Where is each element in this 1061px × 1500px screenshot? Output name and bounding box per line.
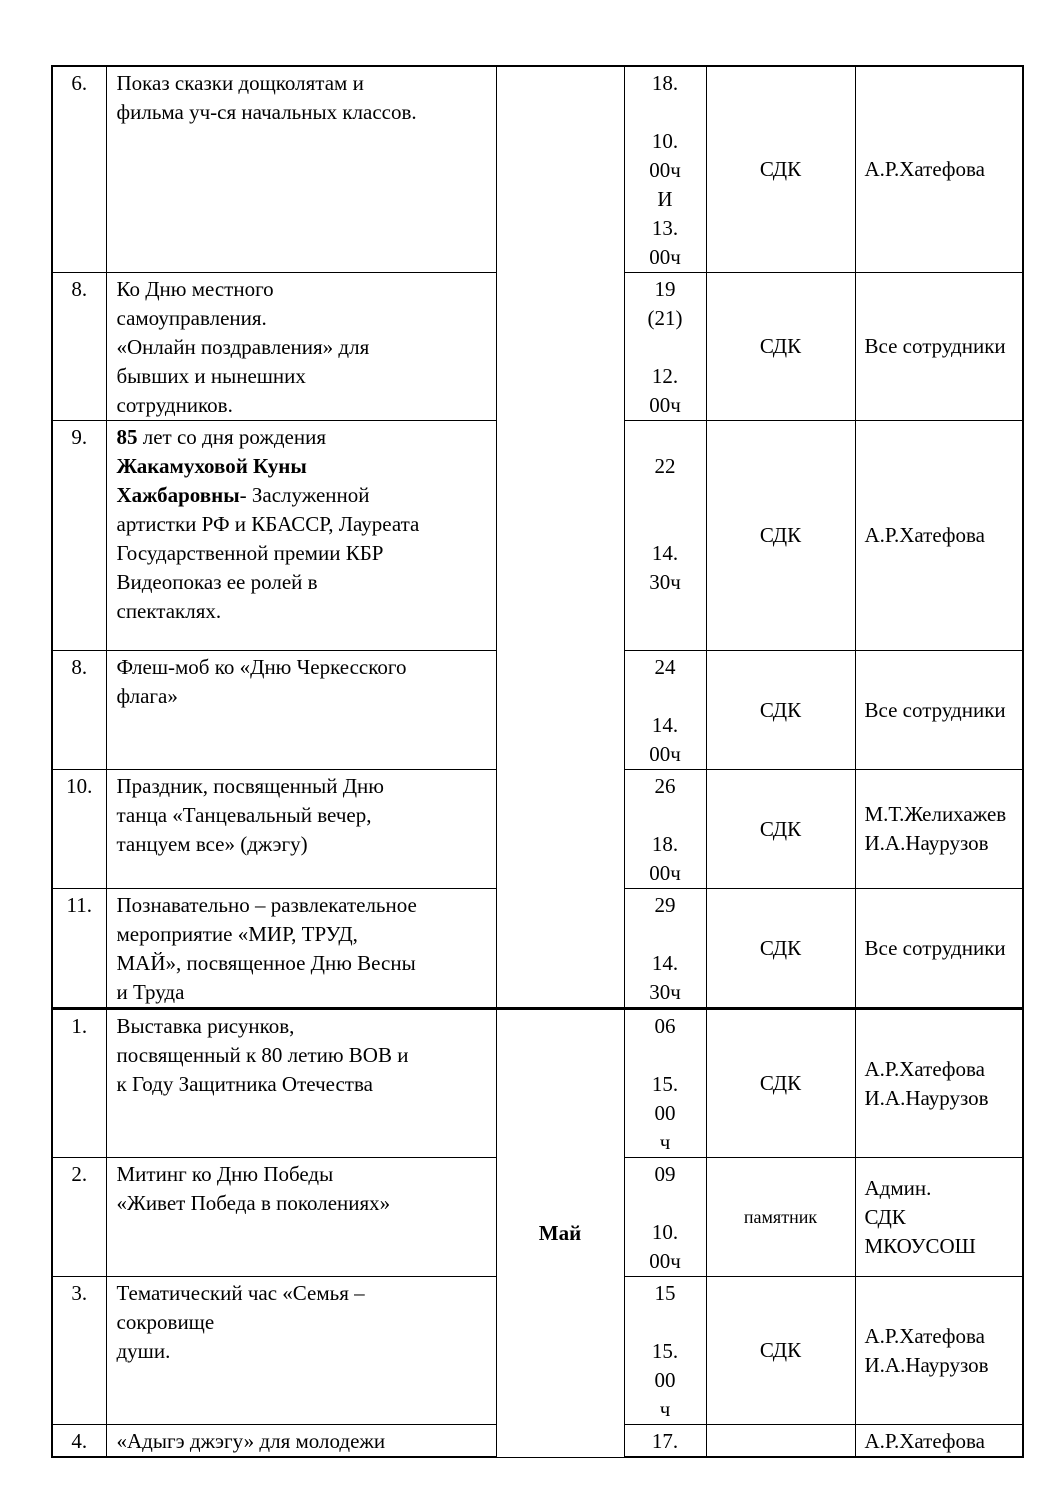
row-number: 10. xyxy=(52,770,106,889)
events-plan-table xyxy=(51,65,1024,1458)
event-date: 18. 10. 00ч И 13. 00ч xyxy=(624,66,706,273)
responsible-person: Все сотрудники xyxy=(855,273,1023,421)
event-description: Познавательно – развлекательное мероприятие «МИР, ТРУД, МАЙ», посвященное Дню Весны и Труда xyxy=(106,889,496,1009)
responsible-person: Все сотрудники xyxy=(855,651,1023,770)
row-number: 1. xyxy=(52,1009,106,1158)
event-description: Выставка рисунков, посвященный к 80 летию ВОВ и к Году Защитника Отечества xyxy=(106,1009,496,1158)
responsible-person: А.Р.Хатефова xyxy=(855,1425,1023,1458)
event-venue: СДК xyxy=(706,651,855,770)
event-venue: СДК xyxy=(706,66,855,273)
row-number: 8. xyxy=(52,651,106,770)
responsible-person: А.Р.Хатефова xyxy=(855,421,1023,651)
event-description: 85 лет со дня рождения Жакамуховой Куны Хажбаровны- Заслуженной артистки РФ и КБАССР, Лауреата Государственной премии КБР Видеопоказ ее ролей в спектаклях. xyxy=(106,421,496,651)
event-description: Флеш-моб ко «Дню Черкесского флага» xyxy=(106,651,496,770)
table-row xyxy=(52,1009,1023,1158)
event-date: 15 15. 00 ч xyxy=(624,1277,706,1425)
month-cell-april xyxy=(496,66,624,1009)
event-description: Показ сказки дощколятам и фильма уч-ся начальных классов. xyxy=(106,66,496,273)
event-venue: СДК xyxy=(706,273,855,421)
event-venue xyxy=(706,1425,855,1458)
event-venue: СДК xyxy=(706,1009,855,1158)
responsible-person: Все сотрудники xyxy=(855,889,1023,1009)
row-number: 9. xyxy=(52,421,106,651)
row-number: 8. xyxy=(52,273,106,421)
event-description: Ко Дню местного самоуправления. «Онлайн поздравления» для бывших и нынешних сотрудников. xyxy=(106,273,496,421)
event-description: Тематический час «Семья – сокровище души. xyxy=(106,1277,496,1425)
row-number: 2. xyxy=(52,1158,106,1277)
event-description: Митинг ко Дню Победы «Живет Победа в поколениях» xyxy=(106,1158,496,1277)
month-cell-may: Май xyxy=(496,1009,624,1458)
event-date: 24 14. 00ч xyxy=(624,651,706,770)
row-number: 4. xyxy=(52,1425,106,1458)
event-venue: памятник xyxy=(706,1158,855,1277)
event-description: Праздник, посвященный Дню танца «Танцевальный вечер, танцуем все» (джэгу) xyxy=(106,770,496,889)
responsible-person: М.Т.Желихажев И.А.Наурузов xyxy=(855,770,1023,889)
responsible-person: А.Р.Хатефова И.А.Наурузов xyxy=(855,1277,1023,1425)
event-venue: СДК xyxy=(706,421,855,651)
event-date: 26 18. 00ч xyxy=(624,770,706,889)
event-date: 22 14. 30ч xyxy=(624,421,706,651)
event-venue: СДК xyxy=(706,770,855,889)
responsible-person: Админ. СДК МКОУСОШ xyxy=(855,1158,1023,1277)
row-number: 6. xyxy=(52,66,106,273)
responsible-person: А.Р.Хатефова И.А.Наурузов xyxy=(855,1009,1023,1158)
event-venue: СДК xyxy=(706,1277,855,1425)
event-date: 06 15. 00 ч xyxy=(624,1009,706,1158)
row-number: 3. xyxy=(52,1277,106,1425)
event-date: 29 14. 30ч xyxy=(624,889,706,1009)
event-date: 17. xyxy=(624,1425,706,1458)
responsible-person: А.Р.Хатефова xyxy=(855,66,1023,273)
event-venue: СДК xyxy=(706,889,855,1009)
row-number: 11. xyxy=(52,889,106,1009)
event-date: 19 (21) 12. 00ч xyxy=(624,273,706,421)
event-date: 09 10. 00ч xyxy=(624,1158,706,1277)
table-row xyxy=(52,66,1023,273)
event-description: «Адыгэ джэгу» для молодежи xyxy=(106,1425,496,1458)
